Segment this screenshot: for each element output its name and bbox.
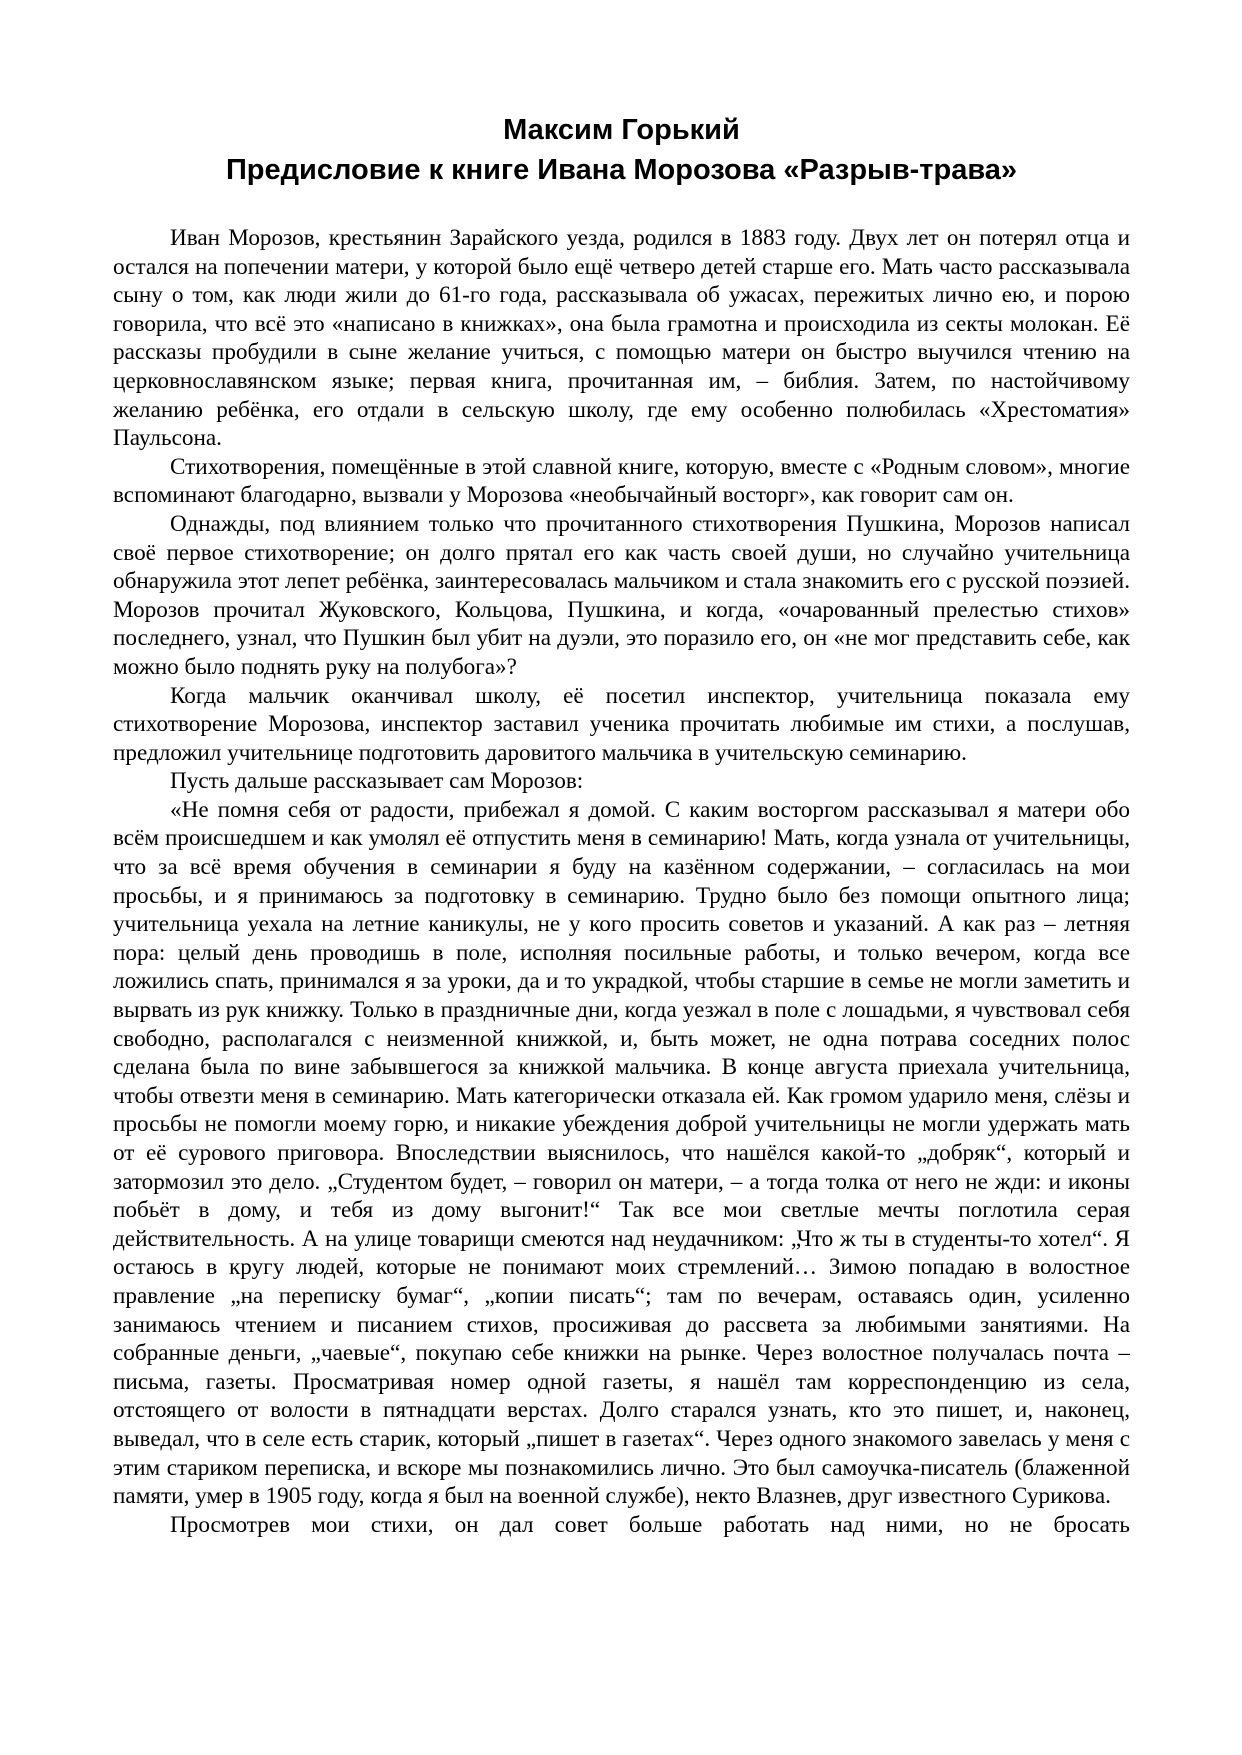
document-body: [113, 224, 1130, 1539]
document-page: [113, 110, 1130, 1539]
paragraph: Иван Морозов, крестьянин Зарайского уезда, родился в 1883 году. Двух лет он потерял отца и остался на попечении матери, у которой было ещё четверо детей старше его. Мать часто рассказывала сыну о том, как люди жили до 61-го года, рассказывала об ужасах, пережитых лично ею, и порою говорила, что всё это «написано в книжках», она была грамотна и происходила из секты молокан. Её рассказы пробудили в сыне желание учиться, с помощью матери он быстро выучился чтению на церковнославянском языке; первая книга, прочитанная им, – библия. Затем, по настойчивому желанию ребёнка, его отдали в сельскую школу, где ему особенно полюбилась «Хрестоматия» Паульсона.: [113, 225, 1130, 452]
paragraph: Когда мальчик оканчивал школу, её посетил инспектор, учительница показала ему стихотворение Морозова, инспектор заставил ученика прочитать любимые им стихи, а послушав, предложил учительнице подготовить даровитого мальчика в учительскую семинарию.: [113, 682, 1130, 766]
paragraph: «Не помня себя от радости, прибежал я домой. С каким восторгом рассказывал я матери обо всём происшедшем и как умолял её отпустить меня в семинарию! Мать, когда узнала от учительницы, что за всё время обучения в семинарии я буду на казённом содержании, – согласилась на мои просьбы, и я принимаюсь за подготовку в семинарию. Трудно было без помощи опытного лица; учительница уехала на летние каникулы, не у кого просить советов и указаний. А как раз – летняя пора: целый день проводишь в поле, исполняя посильные работы, и только вечером, когда все ложились спать, принимался я за уроки, да и то украдкой, чтобы старшие в семье не могли заметить и вырвать из рук книжку. Только в праздничные дни, когда уезжал в поле с лошадьми, я чувствовал себя свободно, располагался с неизменной книжкой, и, быть может, не одна потрава соседних полос сделана была по вине забывшегося за книжкой мальчика. В конце августа приехала учительница, чтобы отвезти меня в семинарию. Мать категорически отказала ей. Как громом ударило меня, слёзы и просьбы не помогли моему горю, и никакие убеждения доброй учительницы не могли удержать мать от её сурового приговора. Впоследствии выяснилось, что нашёлся какой-то „добряк“, который и затормозил это дело. „Студентом будет, – говорил он матери, – а тогда толка от него не жди: и иконы побьёт в дому, и тебя из дому выгонит!“ Так все мои светлые мечты поглотила серая действительность. А на улице товарищи смеются над неудачником: „Что ж ты в студенты-то хотел“. Я остаюсь в кругу людей, которые не понимают моих стремлений… Зимою попадаю в волостное правление „на переписку бумаг“, „копии писать“; там по вечерам, оставаясь один, усиленно занимаюсь чтением и писанием стихов, просиживая до рассвета за любимыми занятиями. На собранные деньги, „чаевые“, покупаю себе книжки на рынке. Через волостное получалась почта – письма, газеты. Просматривая номер одной газеты, я нашёл там корреспонденцию из села, отстоящего от волости в пятнадцати верстах. Долго старался узнать, кто это пишет, и, наконец, выведал, что в селе есть старик, который „пишет в газетах“. Через одного знакомого завелась у меня с этим стариком переписка, и вскоре мы познакомились лично. Это был самоучка-писатель (блаженной памяти, умер в 1905 году, когда я был на военной службе), некто Влазнев, друг известного Сурикова.: [113, 796, 1130, 1510]
paragraph: Однажды, под влиянием только что прочитанного стихотворения Пушкина, Морозов написал своё первое стихотворение; он долго прятал его как часть своей души, но случайно учительница обнаружила этот лепет ребёнка, заинтересовалась мальчиком и стала знакомить его с русской поэзией. Морозов прочитал Жуковского, Кольцова, Пушкина, и когда, «очарованный прелестью стихов» последнего, узнал, что Пушкин был убит на дуэли, это поразило его, он «не мог представить себе, как можно было поднять руку на полубога»?: [113, 510, 1130, 680]
paragraph: Пусть дальше рассказывает сам Морозов:: [170, 768, 584, 795]
paragraph: Стихотворения, помещённые в этой славной книге, которую, вместе с «Родным словом», многие вспоминают благодарно, вызвали у Морозова «необычайный восторг», как говорит сам он.: [113, 453, 1130, 509]
author-heading: Максим Горький: [503, 114, 740, 146]
document-title-block: [113, 110, 1130, 190]
document-title: Предисловие к книге Ивана Морозова «Разрыв-трава»: [225, 154, 1018, 186]
paragraph-continued: Просмотрев мои стихи, он дал совет больше работать над ними, но не бросать: [170, 1511, 1130, 1538]
